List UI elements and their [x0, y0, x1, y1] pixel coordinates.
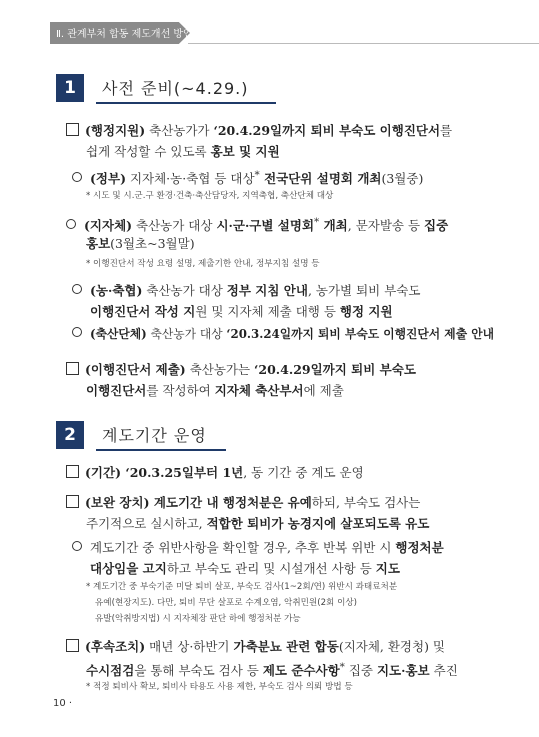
chapter-header	[0, 22, 539, 44]
footnote-cont: 유예(현장지도). 다만, 퇴비 무단 살포로 수계오염, 악취민원(2회 이상)	[95, 598, 358, 608]
section-title: 계도기간 운영	[102, 426, 207, 445]
section-underline	[96, 102, 276, 104]
footnote: * 시도 및 시.군.구 환경·건축·축산담당자, 지역축협, 축산단체 대상	[86, 191, 334, 201]
page-number: 10 ·	[53, 698, 73, 709]
footnote: * 계도기간 중 부숙기준 미달 퇴비 살포, 부숙도 검사(1~2회/연) 위반시 과태료처분	[86, 582, 398, 592]
square-bullet-icon	[66, 495, 79, 508]
footnote: * 적정 퇴비사 확보, 퇴비사 타용도 사용 제한, 부숙도 검사 의뢰 방법 등	[86, 682, 353, 692]
paragraph: (축산단체) 축산농가 대상 ‘20.3.24일까지 퇴비 부숙도 이행진단서 제출 안내	[72, 324, 494, 345]
square-bullet-icon	[66, 465, 79, 478]
paragraph-cont: 이행진단서 작성 지원 및 지자체 제출 대행 등 행정 지원	[90, 304, 393, 319]
footnote: * 이행진단서 작성 요령 설명, 제출기한 안내, 정부지침 설명 등	[86, 259, 320, 269]
paragraph: (후속조치) 매년 상·하반기 가축분뇨 관련 합동(지자체, 환경청) 및	[66, 636, 445, 657]
circle-bullet-icon	[72, 541, 82, 551]
paragraph: 계도기간 중 위반사항을 확인할 경우, 추후 반복 위반 시 행정처분	[72, 537, 444, 558]
circle-bullet-icon	[72, 172, 82, 182]
circle-bullet-icon	[66, 219, 76, 229]
paragraph-cont: 주기적으로 실시하고, 적합한 퇴비가 농경지에 살포되도록 유도	[86, 516, 430, 531]
section-title: 사전 준비(~4.29.)	[102, 79, 249, 98]
chapter-title: Ⅱ. 관계부처 합동 제도개선 방안	[56, 29, 193, 40]
footnote-cont: 유발(악취방지법) 시 지자체장 판단 하에 행정처분 가능	[95, 614, 301, 624]
paragraph: (보완 장치) 계도기간 내 행정처분은 유예하되, 부숙도 검사는	[66, 492, 420, 513]
paragraph-cont: 대상임을 고지하고 부숙도 관리 및 시설개선 사항 등 지도	[90, 561, 400, 576]
paragraph-cont: 쉽게 작성할 수 있도록 홍보 및 지원	[86, 144, 280, 159]
paragraph: (기간) ‘20.3.25일부터 1년, 동 기간 중 계도 운영	[66, 462, 364, 483]
circle-bullet-icon	[72, 284, 82, 294]
square-bullet-icon	[66, 362, 79, 375]
paragraph: (행정지원) 축산농가가 ‘20.4.29일까지 퇴비 부숙도 이행진단서를	[66, 120, 452, 141]
paragraph: (정부) 지자체·농·축협 등 대상* 전국단위 설명회 개최(3월중)	[72, 165, 423, 189]
circle-bullet-icon	[72, 327, 82, 337]
section-number: 1	[56, 74, 84, 102]
paragraph: (농·축협) 축산농가 대상 정부 지침 안내, 농가별 퇴비 부숙도	[72, 280, 420, 301]
square-bullet-icon	[66, 123, 79, 136]
section-underline	[96, 449, 226, 451]
paragraph-cont: 이행진단서를 작성하여 지자체 축산부서에 제출	[86, 383, 344, 398]
paragraph-cont: 홍보(3월초~3월말)	[86, 236, 195, 251]
section-number: 2	[56, 421, 84, 449]
square-bullet-icon	[66, 639, 79, 652]
header-rule	[188, 43, 539, 44]
paragraph: (지자체) 축산농가 대상 시·군·구별 설명회* 개최, 문자발송 등 집중	[66, 212, 448, 236]
paragraph-cont: 수시점검을 통해 부숙도 검사 등 제도 준수사항* 집중 지도·홍보 추진	[86, 661, 458, 679]
paragraph: (이행진단서 제출) 축산농가는 ‘20.4.29일까지 퇴비 부숙도	[66, 359, 416, 380]
